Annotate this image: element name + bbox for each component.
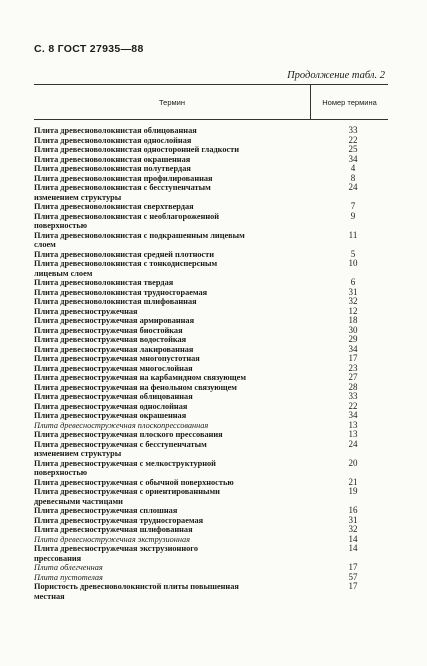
table-row bbox=[34, 183, 388, 202]
term-cell: Плита древесностружечная лакированная bbox=[34, 344, 194, 354]
column-header-term: Термин bbox=[34, 85, 311, 119]
term-number-cell: 34 bbox=[348, 153, 358, 164]
column-header-number: Номер термина bbox=[322, 97, 377, 107]
term-number-cell: 27 bbox=[348, 372, 358, 382]
term-number-cell: 31 bbox=[348, 286, 358, 297]
term-number-cell: 9 bbox=[350, 210, 356, 221]
term-number-cell: 24 bbox=[348, 182, 358, 192]
term-cell: Плита древесностружечная плоского прессования bbox=[34, 430, 223, 439]
table-header bbox=[34, 85, 388, 120]
term-number-cell: 25 bbox=[348, 144, 358, 154]
term-cell: Плита древесноволокнистая окрашенная bbox=[34, 154, 191, 164]
term-cell: Плита древесностружечная bbox=[34, 306, 138, 316]
term-cell: Плита древесностружечная плоскопрессованная bbox=[34, 420, 209, 430]
table-row bbox=[34, 573, 388, 583]
term-cell: Плита древесностружечная шлифованная bbox=[34, 525, 193, 534]
term-number-cell: 17 bbox=[348, 353, 358, 363]
term-number-cell: 5 bbox=[350, 248, 356, 259]
term-cell: Плита древесноволокнистая с необлагороженной поверхностью bbox=[34, 211, 220, 230]
table-row bbox=[34, 231, 388, 250]
table-row bbox=[34, 288, 388, 298]
term-cell: Плита древесностружечная сплошная bbox=[34, 506, 178, 515]
term-cell: Плита древесностружечная с обычной поверхностью bbox=[34, 477, 234, 487]
table-row bbox=[34, 297, 388, 307]
term-number-cell: 12 bbox=[348, 305, 358, 316]
table-row bbox=[34, 440, 388, 459]
table-row bbox=[34, 411, 388, 421]
page-header: С. 8 ГОСТ 27935—88 bbox=[34, 43, 144, 55]
term-number-cell: 4 bbox=[350, 163, 356, 173]
term-number-cell: 33 bbox=[348, 391, 358, 401]
table-row bbox=[34, 335, 388, 345]
term-cell: Плита древесноволокнистая профилированная bbox=[34, 173, 213, 183]
term-number-cell: 6 bbox=[350, 277, 356, 287]
term-number-cell: 57 bbox=[348, 571, 358, 582]
term-number-cell: 34 bbox=[348, 410, 358, 420]
term-cell: Плита древесностружечная с бесступенчатым изменением структуры bbox=[34, 439, 207, 458]
term-cell: Плита древесностружечная многопустотная bbox=[34, 354, 200, 363]
term-cell: Плита древесностружечная облицованная bbox=[34, 392, 193, 401]
term-cell: Плита древесноволокнистая сверхтвердая bbox=[34, 202, 194, 211]
term-cell: Пористость древесноволокнистой плиты повышенная местная bbox=[34, 582, 239, 601]
term-number-cell: 29 bbox=[348, 334, 358, 344]
term-number-cell: 10 bbox=[348, 258, 358, 268]
term-number-cell: 17 bbox=[348, 581, 358, 591]
term-cell: Плита древесностружечная многослойная bbox=[34, 363, 193, 373]
term-cell: Плита древесноволокнистая облицованная bbox=[34, 126, 197, 135]
term-number-cell: 20 bbox=[348, 457, 358, 468]
table-row bbox=[34, 525, 388, 535]
term-number-cell: 31 bbox=[348, 514, 358, 525]
term-cell: Плита древесностружечная экструзионная bbox=[34, 534, 191, 544]
term-number-cell: 30 bbox=[348, 324, 358, 335]
term-number-cell: 14 bbox=[348, 533, 358, 544]
term-number-cell: 18 bbox=[348, 315, 358, 325]
term-cell: Плита древесностружечная с мелкоструктурной поверхностью bbox=[34, 458, 216, 477]
table-row bbox=[34, 212, 388, 231]
term-cell: Плита древесноволокнистая однослойная bbox=[34, 135, 192, 145]
term-cell: Плита древесностружечная на фенольном связующем bbox=[34, 382, 237, 392]
term-number-cell: 21 bbox=[348, 476, 358, 487]
term-number-cell: 13 bbox=[348, 419, 358, 430]
term-cell: Плита древесноволокнистая трудносгораемая bbox=[34, 287, 208, 297]
term-number-cell: 34 bbox=[348, 343, 358, 354]
term-cell: Плита древесностружечная водостойкая bbox=[34, 335, 187, 344]
table-row bbox=[34, 487, 388, 506]
term-number-cell: 32 bbox=[348, 524, 358, 534]
term-cell: Плита древесноволокнистая твердая bbox=[34, 278, 174, 287]
table-continuation-label: Продолжение табл. 2 bbox=[287, 70, 385, 81]
term-number-cell: 33 bbox=[348, 125, 358, 135]
table-row bbox=[34, 364, 388, 374]
term-cell: Плита древесноволокнистая с бесступенчатым изменением структуры bbox=[34, 183, 211, 202]
table-row bbox=[34, 278, 388, 288]
term-cell: Плита древесностружечная с ориентированными древесными частицами bbox=[34, 487, 220, 506]
term-number-cell: 13 bbox=[348, 429, 358, 439]
term-number-cell: 11 bbox=[348, 229, 358, 240]
table-row bbox=[34, 326, 388, 336]
term-cell: Плита древесноволокнистая с подкрашенным лицевым слоем bbox=[34, 230, 245, 249]
table-row bbox=[34, 506, 388, 516]
table-row bbox=[34, 582, 388, 601]
term-number-cell: 28 bbox=[348, 381, 358, 392]
table-row bbox=[34, 250, 388, 260]
term-cell: Плита древесноволокнистая полутвердая bbox=[34, 164, 191, 173]
term-cell: Плита древесноволокнистая шлифованная bbox=[34, 297, 197, 306]
term-number-cell: 16 bbox=[348, 505, 358, 515]
term-number-cell: 32 bbox=[348, 296, 358, 306]
table-row bbox=[34, 307, 388, 317]
term-cell: Плита древесностружечная однослойная bbox=[34, 401, 188, 411]
term-number-cell: 23 bbox=[348, 362, 358, 373]
term-number-cell: 7 bbox=[350, 201, 356, 211]
term-number-cell: 8 bbox=[350, 172, 356, 183]
table-row bbox=[34, 259, 388, 278]
term-cell: Плита древесностружечная экструзионного прессования bbox=[34, 544, 198, 563]
term-cell: Плита пустотелая bbox=[34, 572, 103, 582]
table-row bbox=[34, 155, 388, 165]
table-body bbox=[34, 120, 388, 601]
term-number-cell: 14 bbox=[348, 543, 358, 553]
term-cell: Плита древесностружечная трудносгораемая bbox=[34, 515, 204, 525]
table-row bbox=[34, 202, 388, 212]
term-number-cell: 17 bbox=[348, 562, 358, 572]
table-row bbox=[34, 459, 388, 478]
term-cell: Плита древесноволокнистая с тонкодисперсным лицевым слоем bbox=[34, 259, 218, 278]
table-row bbox=[34, 430, 388, 440]
table-row bbox=[34, 478, 388, 488]
term-number-cell: 22 bbox=[348, 134, 358, 145]
table-row bbox=[34, 345, 388, 355]
term-cell: Плита древесностружечная биостойкая bbox=[34, 325, 183, 335]
term-cell: Плита древесностружечная окрашенная bbox=[34, 411, 187, 420]
table-row bbox=[34, 392, 388, 402]
table-row bbox=[34, 145, 388, 155]
table-row bbox=[34, 316, 388, 326]
term-cell: Плита древесноволокнистая средней плотности bbox=[34, 249, 215, 259]
term-cell: Плита древесностружечная на карбамидном связующем bbox=[34, 373, 246, 382]
table-row bbox=[34, 402, 388, 412]
table-row bbox=[34, 421, 388, 431]
table-row bbox=[34, 174, 388, 184]
table-row bbox=[34, 354, 388, 364]
table-row bbox=[34, 544, 388, 563]
table-row bbox=[34, 136, 388, 146]
table-row bbox=[34, 516, 388, 526]
term-number-cell: 22 bbox=[348, 400, 358, 411]
term-cell: Плита древесноволокнистая односторонней гладкости bbox=[34, 145, 240, 154]
terms-table bbox=[34, 84, 388, 601]
term-number-cell: 24 bbox=[348, 438, 358, 449]
term-cell: Плита древесностружечная армированная bbox=[34, 316, 195, 325]
table-row bbox=[34, 535, 388, 545]
table-row bbox=[34, 373, 388, 383]
table-row bbox=[34, 164, 388, 174]
table-row bbox=[34, 383, 388, 393]
table-row bbox=[34, 563, 388, 573]
table-row bbox=[34, 126, 388, 136]
term-cell: Плита облегченная bbox=[34, 563, 103, 572]
term-number-cell: 19 bbox=[348, 486, 358, 496]
